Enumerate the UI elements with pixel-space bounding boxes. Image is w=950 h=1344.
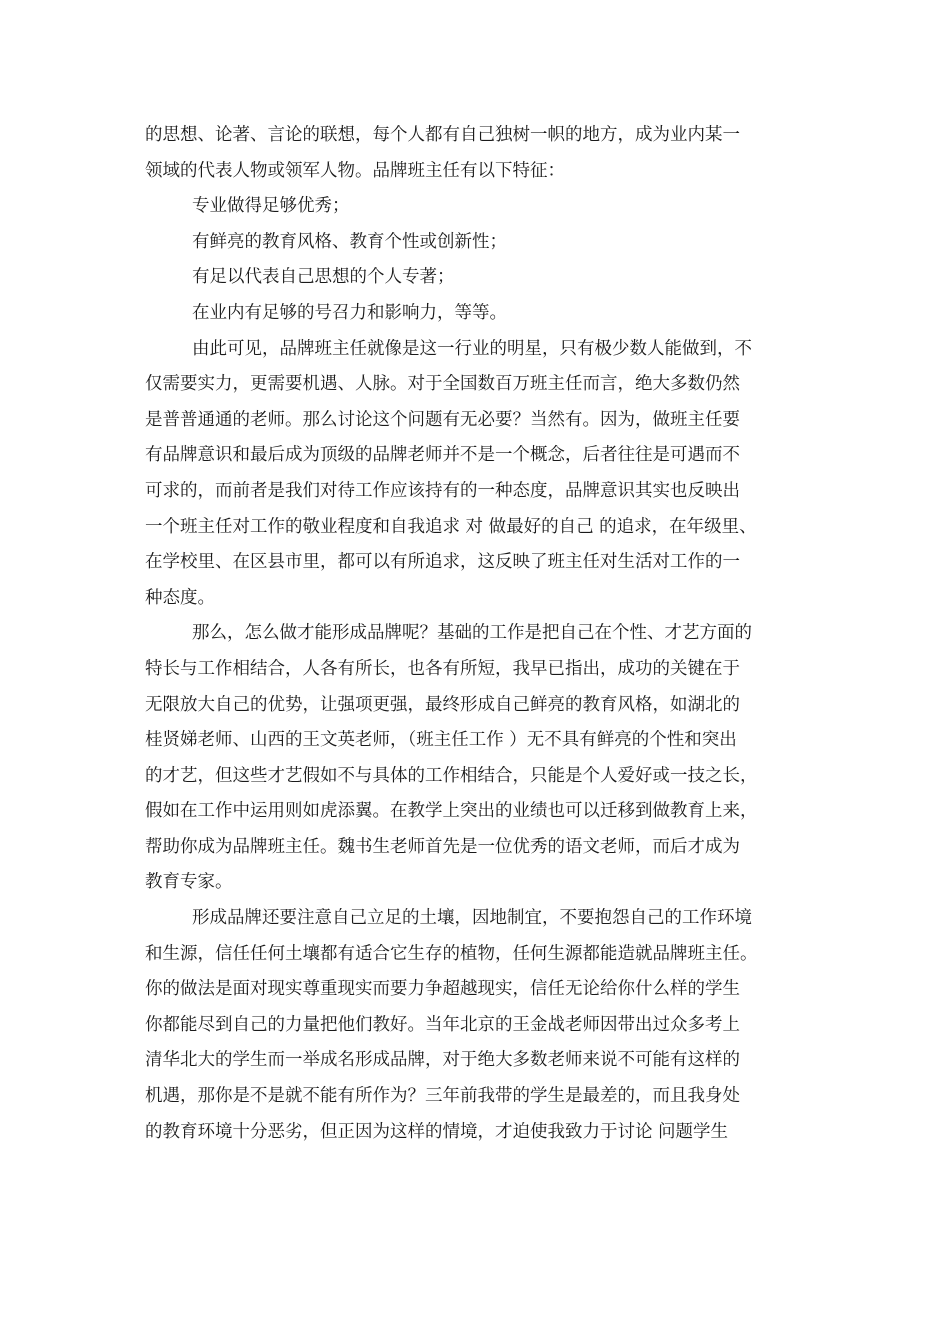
text-line: 桂贤娣老师、山西的王文英老师，（班主任工作 ）无不具有鲜亮的个性和突出 <box>145 730 737 751</box>
text-line: 你都能尽到自己的力量把他们教好。当年北京的王金战老师因带出过众多考上 <box>145 1014 740 1035</box>
text-line: 是普普通通的老师。那么讨论这个问题有无必要？当然有。因为，做班主任要 <box>145 409 740 430</box>
text-line: 形成品牌还要注意自己立足的土壤，因地制宜，不要抱怨自己的工作环境 <box>192 908 752 929</box>
text-line: 那么，怎么做才能形成品牌呢？基础的工作是把自己在个性、才艺方面的 <box>192 623 752 644</box>
text-line: 仅需要实力，更需要机遇、人脉。对于全国数百万班主任而言，绝大多数仍然 <box>145 374 740 395</box>
text-line: 有品牌意识和最后成为顶级的品牌老师并不是一个概念，后者往往是可遇而不 <box>145 445 740 466</box>
text-line: 无限放大自己的优势，让强项更强，最终形成自己鲜亮的教育风格，如湖北的 <box>145 694 740 715</box>
text-line: 你的做法是面对现实尊重现实而要力争超越现实，信任无论给你什么样的学生 <box>145 979 740 1000</box>
text-line: 假如在工作中运用则如虎添翼。在教学上突出的业绩也可以迁移到做教育上来， <box>145 801 758 822</box>
text-line: 种态度。 <box>145 587 215 608</box>
text-line: 领域的代表人物或领军人物。品牌班主任有以下特征： <box>145 160 565 181</box>
text-line: 专业做得足够优秀； <box>192 196 350 217</box>
text-line: 由此可见，品牌班主任就像是这一行业的明星，只有极少数人能做到，不 <box>192 338 752 359</box>
text-line: 可求的，而前者是我们对待工作应该持有的一种态度，品牌意识其实也反映出 <box>145 480 740 501</box>
text-line: 的教育环境十分恶劣，但正因为这样的情境，才迫使我致力于讨论 问题学生 <box>145 1121 729 1142</box>
text-line: 在业内有足够的号召力和影响力，等等。 <box>192 302 507 323</box>
text-line: 清华北大的学生而一举成名形成品牌，对于绝大多数老师来说不可能有这样的 <box>145 1050 740 1071</box>
text-line: 机遇，那你是不是就不能有所作为？三年前我带的学生是最差的，而且我身处 <box>145 1086 740 1107</box>
text-line: 特长与工作相结合，人各有所长，也各有所短，我早已指出，成功的关键在于 <box>145 658 740 679</box>
text-line: 有鲜亮的教育风格、教育个性或创新性； <box>192 231 507 252</box>
text-line: 帮助你成为品牌班主任。魏书生老师首先是一位优秀的语文老师，而后才成为 <box>145 836 740 857</box>
text-line: 的思想、论著、言论的联想，每个人都有自己独树一帜的地方，成为业内某一 <box>145 125 740 145</box>
text-line: 在学校里、在区县市里，都可以有所追求，这反映了班主任对生活对工作的一 <box>145 552 740 573</box>
text-line: 教育专家。 <box>145 872 233 893</box>
text-line: 一个班主任对工作的敬业程度和自我追求 对 做最好的自己 的追求，在年级里、 <box>145 516 757 537</box>
body-text <box>145 118 835 1150</box>
text-line: 有足以代表自己思想的个人专著； <box>192 267 455 288</box>
text-line: 的才艺，但这些才艺假如不与具体的工作相结合，只能是个人爱好或一技之长， <box>145 765 758 786</box>
text-line: 和生源，信任任何土壤都有适合它生存的植物，任何生源都能造就品牌班主任。 <box>145 943 758 964</box>
